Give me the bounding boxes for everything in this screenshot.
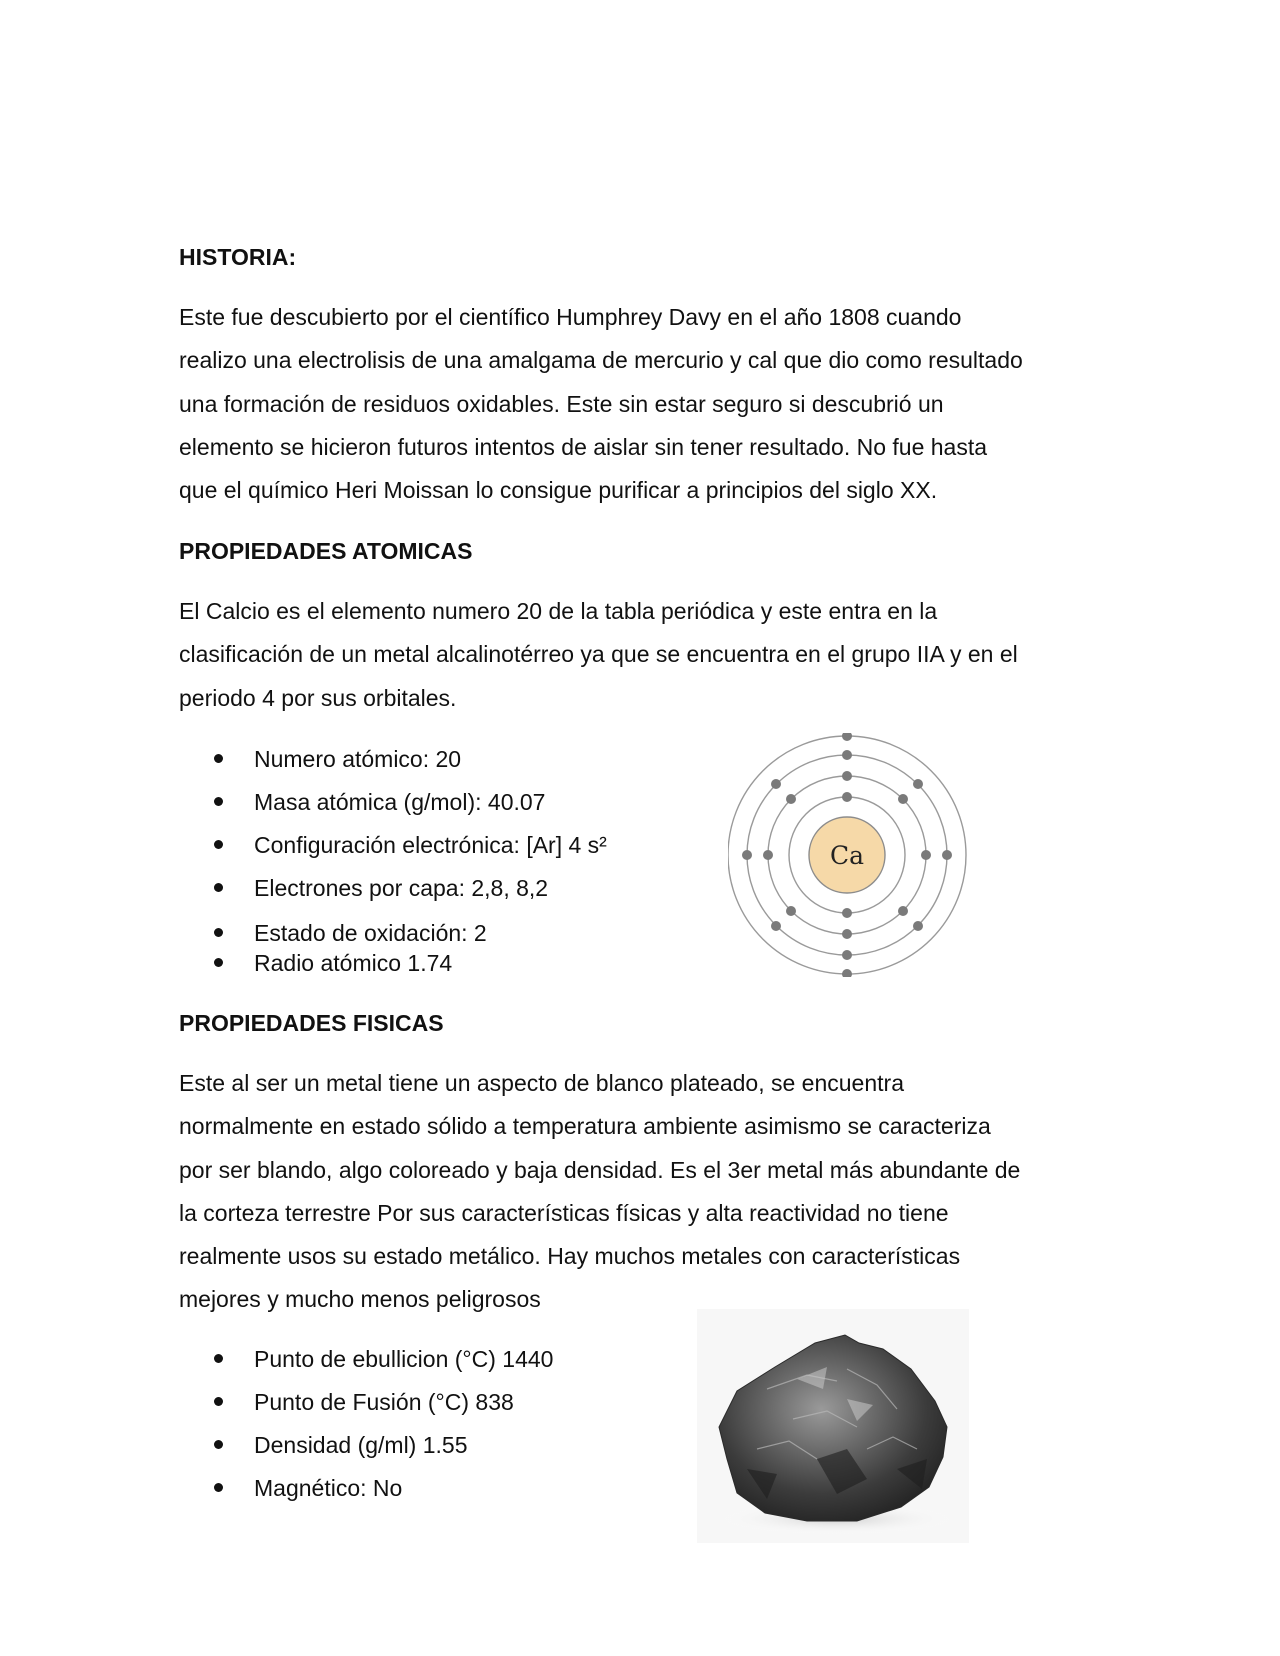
list-item bbox=[179, 1474, 553, 1517]
atomicas-heading: PROPIEDADES ATOMICAS bbox=[179, 538, 473, 564]
fisicas-line: normalmente en estado sólido a temperatura ambiente asimismo se caracteriza bbox=[179, 1113, 991, 1140]
calcium-bohr-diagram bbox=[728, 733, 968, 977]
atomic-properties-list bbox=[179, 745, 607, 979]
list-item-text: Punto de Fusión (°C) 838 bbox=[254, 1389, 514, 1415]
atomicas-line: periodo 4 por sus orbitales. bbox=[179, 684, 457, 711]
historia-heading: HISTORIA: bbox=[179, 244, 297, 270]
historia-line: elemento se hicieron futuros intentos de aislar sin tener resultado. No fue hasta bbox=[179, 433, 988, 460]
list-item bbox=[179, 874, 607, 919]
list-item bbox=[179, 949, 607, 979]
historia-paragraph bbox=[179, 296, 1119, 512]
fisicas-heading: PROPIEDADES FISICAS bbox=[179, 1010, 444, 1036]
fisicas-paragraph bbox=[179, 1062, 1119, 1322]
list-item bbox=[179, 831, 607, 874]
list-item-text: Electrones por capa: 2,8, 8,2 bbox=[254, 875, 549, 901]
bullet-icon bbox=[214, 1354, 223, 1363]
atom-symbol: Ca bbox=[829, 841, 865, 870]
bullet-icon bbox=[214, 958, 223, 967]
list-item-text: Configuración electrónica: [Ar] 4 s² bbox=[254, 832, 607, 858]
fisicas-line: mejores y mucho menos peligrosos bbox=[179, 1286, 541, 1313]
historia-line: una formación de residuos oxidables. Este sin estar seguro si descubrió un bbox=[179, 390, 944, 417]
bullet-icon bbox=[214, 1483, 223, 1492]
bullet-icon bbox=[214, 797, 223, 806]
bullet-icon bbox=[214, 1440, 223, 1449]
list-item-text: Magnético: No bbox=[254, 1475, 403, 1501]
atomicas-paragraph bbox=[179, 590, 1119, 720]
bullet-icon bbox=[214, 840, 223, 849]
list-item bbox=[179, 1431, 553, 1474]
list-item bbox=[179, 745, 607, 788]
list-item-text: Punto de ebullicion (°C) 1440 bbox=[254, 1346, 554, 1372]
atomicas-line: El Calcio es el elemento numero 20 de la tabla periódica y este entra en la bbox=[179, 598, 938, 624]
list-item bbox=[179, 919, 607, 949]
fisicas-line: la corteza terrestre Por sus características físicas y alta reactividad no tiene bbox=[179, 1199, 949, 1226]
list-item bbox=[179, 1388, 553, 1431]
bullet-icon bbox=[214, 1397, 223, 1406]
historia-line: que el químico Heri Moissan lo consigue purificar a principios del siglo XX. bbox=[179, 477, 938, 504]
fisicas-line: por ser blando, algo coloreado y baja densidad. Es el 3er metal más abundante de bbox=[179, 1156, 1021, 1183]
list-item bbox=[179, 1345, 553, 1388]
physical-properties-list bbox=[179, 1345, 553, 1517]
bullet-icon bbox=[214, 754, 223, 763]
list-item bbox=[179, 788, 607, 831]
list-item-text: Numero atómico: 20 bbox=[254, 746, 462, 772]
list-item-text: Masa atómica (g/mol): 40.07 bbox=[254, 789, 546, 815]
list-item-text: Radio atómico 1.74 bbox=[254, 950, 453, 976]
historia-line: realizo una electrolisis de una amalgama de mercurio y cal que dio como resultado bbox=[179, 347, 1023, 374]
fisicas-line: Este al ser un metal tiene un aspecto de blanco plateado, se encuentra bbox=[179, 1070, 904, 1096]
calcium-metal-image bbox=[697, 1309, 969, 1543]
atomicas-line: clasificación de un metal alcalinotérreo ya que se encuentra en el grupo IIA y en el bbox=[179, 641, 1018, 668]
historia-line: Este fue descubierto por el científico Humphrey Davy en el año 1808 cuando bbox=[179, 304, 962, 330]
list-item-text: Estado de oxidación: 2 bbox=[254, 920, 487, 946]
list-item-text: Densidad (g/ml) 1.55 bbox=[254, 1432, 468, 1458]
bullet-icon bbox=[214, 883, 223, 892]
bullet-icon bbox=[214, 928, 223, 937]
fisicas-line: realmente usos su estado metálico. Hay muchos metales con características bbox=[179, 1243, 961, 1270]
